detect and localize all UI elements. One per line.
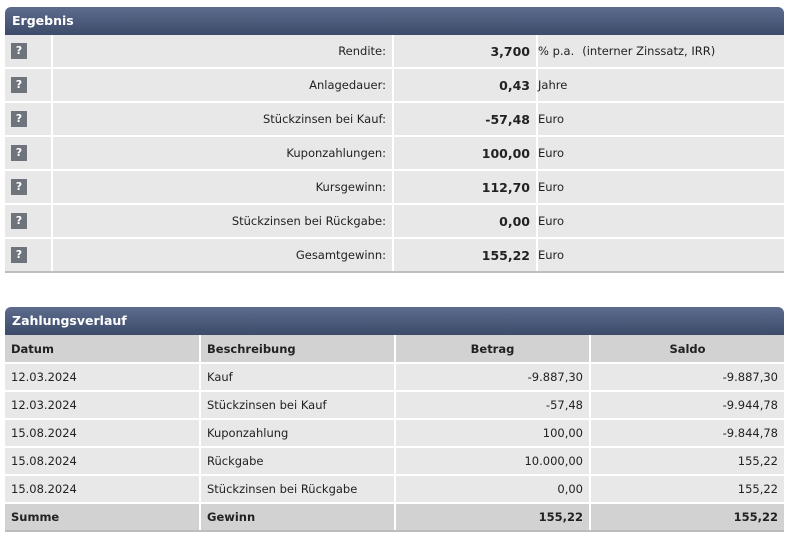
- result-unit: Euro: [538, 214, 565, 228]
- result-unit: % p.a.: [538, 44, 575, 58]
- column-header-beschreibung: Beschreibung: [200, 335, 395, 363]
- result-unit-cell: [537, 204, 784, 238]
- help-cell: [5, 204, 52, 238]
- result-unit-cell: [537, 170, 784, 204]
- cell-datum: 12.03.2024: [5, 391, 200, 419]
- ergebnis-title: Ergebnis: [5, 7, 784, 35]
- table-header-row: [5, 335, 784, 363]
- result-unit: Euro: [538, 146, 565, 160]
- cell-betrag: -9.887,30: [395, 363, 590, 391]
- help-icon[interactable]: ?: [11, 179, 27, 195]
- summary-row: [5, 503, 784, 531]
- help-cell: [5, 170, 52, 204]
- result-row: [5, 238, 784, 272]
- result-value: 100,00: [393, 136, 537, 170]
- result-unit-cell: [537, 68, 784, 102]
- cell-betrag: 100,00: [395, 419, 590, 447]
- help-icon[interactable]: ?: [11, 43, 27, 59]
- result-label: Stückzinsen bei Rückgabe:: [52, 204, 393, 238]
- cell-betrag: -57,48: [395, 391, 590, 419]
- cell-datum: 15.08.2024: [5, 419, 200, 447]
- result-label: Stückzinsen bei Kauf:: [52, 102, 393, 136]
- help-cell: [5, 102, 52, 136]
- cell-beschreibung: Gewinn: [200, 503, 395, 531]
- table-row: [5, 447, 784, 475]
- ergebnis-table: [5, 35, 784, 273]
- cell-saldo: 155,22: [590, 447, 784, 475]
- result-unit: Euro: [538, 180, 565, 194]
- result-row: [5, 204, 784, 238]
- cell-beschreibung: Stückzinsen bei Kauf: [200, 391, 395, 419]
- result-unit-cell: [537, 238, 784, 272]
- result-label: Kursgewinn:: [52, 170, 393, 204]
- result-value: 112,70: [393, 170, 537, 204]
- result-unit-cell: [537, 136, 784, 170]
- result-unit: Jahre: [538, 78, 568, 92]
- table-row: [5, 475, 784, 503]
- cell-datum: 12.03.2024: [5, 363, 200, 391]
- cell-saldo: -9.944,78: [590, 391, 784, 419]
- result-row: [5, 35, 784, 68]
- cell-beschreibung: Stückzinsen bei Rückgabe: [200, 475, 395, 503]
- cell-beschreibung: Rückgabe: [200, 447, 395, 475]
- table-row: [5, 419, 784, 447]
- result-row: [5, 136, 784, 170]
- result-value: -57,48: [393, 102, 537, 136]
- help-cell: [5, 68, 52, 102]
- result-row: [5, 68, 784, 102]
- result-row: [5, 102, 784, 136]
- result-label: Gesamtgewinn:: [52, 238, 393, 272]
- result-unit-cell: [537, 35, 784, 68]
- cell-saldo: 155,22: [590, 475, 784, 503]
- cell-datum: 15.08.2024: [5, 475, 200, 503]
- cell-datum: Summe: [5, 503, 200, 531]
- result-unit-cell: [537, 102, 784, 136]
- help-icon[interactable]: ?: [11, 247, 27, 263]
- cell-saldo: -9.844,78: [590, 419, 784, 447]
- result-unit-note: (interner Zinssatz, IRR): [582, 44, 716, 58]
- cell-betrag: 155,22: [395, 503, 590, 531]
- result-unit: Euro: [538, 112, 565, 126]
- table-row: [5, 391, 784, 419]
- cell-betrag: 10.000,00: [395, 447, 590, 475]
- cell-beschreibung: Kuponzahlung: [200, 419, 395, 447]
- help-cell: [5, 238, 52, 272]
- help-icon[interactable]: ?: [11, 213, 27, 229]
- result-label: Kuponzahlungen:: [52, 136, 393, 170]
- cell-datum: 15.08.2024: [5, 447, 200, 475]
- zahlungsverlauf-title: Zahlungsverlauf: [5, 307, 784, 335]
- help-cell: [5, 35, 52, 68]
- cell-saldo: 155,22: [590, 503, 784, 531]
- help-icon[interactable]: ?: [11, 111, 27, 127]
- result-value: 155,22: [393, 238, 537, 272]
- column-header-datum: Datum: [5, 335, 200, 363]
- result-value: 0,00: [393, 204, 537, 238]
- zahlungsverlauf-panel: [5, 307, 784, 532]
- help-icon[interactable]: ?: [11, 145, 27, 161]
- result-unit: Euro: [538, 248, 565, 262]
- result-value: 3,700: [393, 35, 537, 68]
- cell-beschreibung: Kauf: [200, 363, 395, 391]
- table-row: [5, 363, 784, 391]
- cell-betrag: 0,00: [395, 475, 590, 503]
- result-value: 0,43: [393, 68, 537, 102]
- result-row: [5, 170, 784, 204]
- column-header-saldo: Saldo: [590, 335, 784, 363]
- result-label: Rendite:: [52, 35, 393, 68]
- help-cell: [5, 136, 52, 170]
- cell-saldo: -9.887,30: [590, 363, 784, 391]
- zahlungsverlauf-table: [5, 335, 784, 532]
- column-header-betrag: Betrag: [395, 335, 590, 363]
- result-label: Anlagedauer:: [52, 68, 393, 102]
- help-icon[interactable]: ?: [11, 77, 27, 93]
- ergebnis-panel: [5, 7, 784, 273]
